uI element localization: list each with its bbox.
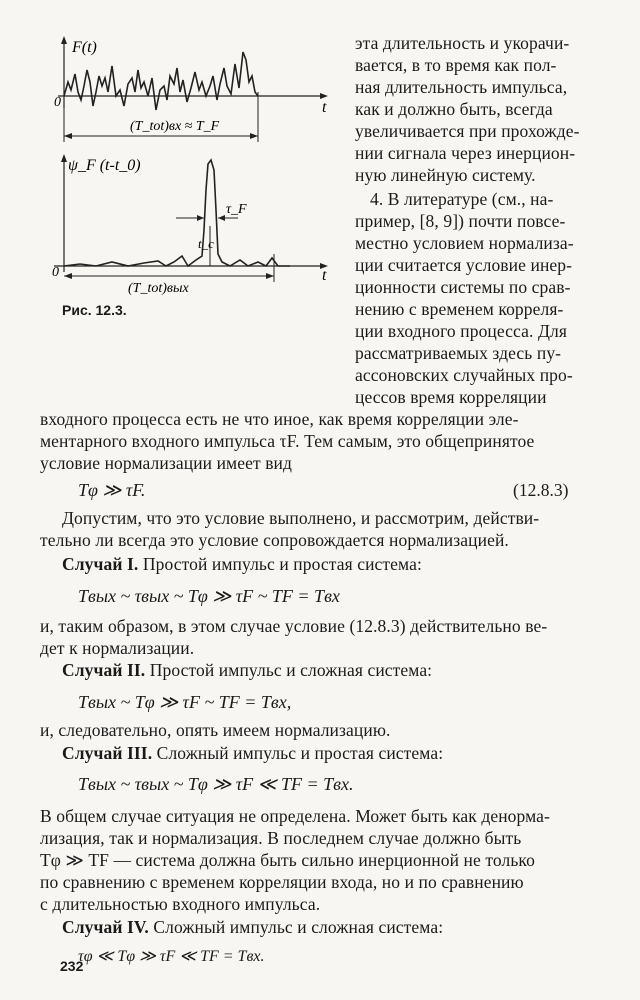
body-line: условие нормализации имеет вид bbox=[40, 453, 293, 473]
body-line: входного процесса есть не что иное, как время корреляции эле- bbox=[40, 409, 519, 429]
bottom-interval-label: (T_tot)вых bbox=[128, 281, 189, 296]
right-line: увеличивается при прохожде- bbox=[355, 121, 580, 141]
right-line: ции считается условие инер- bbox=[355, 255, 573, 275]
case-3-formula: Tвых ~ τвых ~ Tφ ≫ τF ≪ TF = Tвх. bbox=[78, 774, 354, 794]
right-line: ционности системы по срав- bbox=[355, 277, 571, 297]
top-x-label: t bbox=[322, 99, 327, 116]
input-signal-curve bbox=[64, 52, 258, 110]
top-y-label: F(t) bbox=[72, 39, 97, 56]
bottom-x-label: t bbox=[322, 267, 327, 284]
case-4-formula: τφ ≪ Tφ ≫ τF ≪ TF = Tвх. bbox=[78, 948, 265, 965]
body-line: Tφ ≫ TF — система должна быть сильно инерционной не только bbox=[40, 850, 535, 870]
body-line: лизация, так и нормализация. В последнем случае должно быть bbox=[40, 828, 522, 848]
body-line: дет к нормализации. bbox=[40, 638, 195, 658]
figure-caption: Рис. 12.3. bbox=[62, 302, 127, 318]
body-line: ментарного входного импульса τF. Тем самым, это общепринятое bbox=[40, 431, 535, 451]
right-line: нии сигнала через инерцион- bbox=[355, 143, 576, 163]
right-line: вается, в то время как пол- bbox=[355, 55, 557, 75]
right-line: местно условием нормализа- bbox=[355, 233, 574, 253]
figure-12-3 bbox=[40, 30, 340, 300]
right-line: пример, [8, 9]) почти повсе- bbox=[355, 211, 566, 231]
right-line: ную линейную систему. bbox=[355, 165, 536, 185]
bottom-y-label: ψ_F (t-t_0) bbox=[68, 157, 141, 174]
body-line: и, следовательно, опять имеем нормализацию. bbox=[40, 720, 391, 740]
body-line: и, таким образом, в этом случае условие (12.8.3) действительно ве- bbox=[40, 616, 548, 636]
right-line: ная длительность импульса, bbox=[355, 77, 568, 97]
top-interval-label: (T_tot)вх ≈ T_F bbox=[130, 119, 220, 134]
body-line: с длительностью входного импульса. bbox=[40, 894, 321, 914]
top-origin: 0 bbox=[54, 95, 61, 110]
body-line: тельно ли всегда это условие сопровождается нормализацией. bbox=[40, 530, 509, 550]
tau-f-label: τ_F bbox=[226, 202, 247, 217]
right-line: ции входного процесса. Для bbox=[355, 321, 567, 341]
case-2-formula: Tвых ~ Tφ ≫ τF ~ TF = Tвх, bbox=[78, 692, 292, 712]
correlation-curve bbox=[64, 160, 290, 266]
case-1-heading: Случай I. Простой импульс и простая система: bbox=[62, 554, 422, 574]
case-2-heading: Случай II. Простой импульс и сложная система: bbox=[62, 660, 433, 680]
right-line: нению с временем корреля- bbox=[355, 299, 564, 319]
right-line: цессов время корреляции bbox=[355, 387, 547, 407]
equation-12-8-3: Tφ ≫ τF. bbox=[78, 480, 146, 500]
case-3-heading: Случай III. Сложный импульс и простая система: bbox=[62, 743, 444, 763]
bottom-origin: 0 bbox=[52, 265, 59, 280]
equation-number: (12.8.3) bbox=[513, 480, 569, 500]
right-line: рассматриваемых здесь пу- bbox=[355, 343, 562, 363]
right-line: 4. В литературе (см., на- bbox=[370, 189, 554, 209]
tc-label: t_c bbox=[198, 236, 214, 251]
body-line: Допустим, что это условие выполнено, и рассмотрим, действи- bbox=[62, 508, 540, 528]
right-line: как и должно быть, всегда bbox=[355, 99, 553, 119]
case-1-formula: Tвых ~ τвых ~ Tφ ≫ τF ~ TF = Tвх bbox=[78, 586, 340, 606]
right-line: эта длительность и укорачи- bbox=[355, 33, 570, 53]
case-4-heading: Случай IV. Сложный импульс и сложная система: bbox=[62, 917, 444, 937]
body-line: по сравнению с временем корреляции входа, но и по сравнению bbox=[40, 872, 524, 892]
page-number: 232 bbox=[60, 958, 84, 974]
right-line: ассоновских случайных про- bbox=[355, 365, 573, 385]
body-line: В общем случае ситуация не определена. Может быть как денорма- bbox=[40, 806, 550, 826]
